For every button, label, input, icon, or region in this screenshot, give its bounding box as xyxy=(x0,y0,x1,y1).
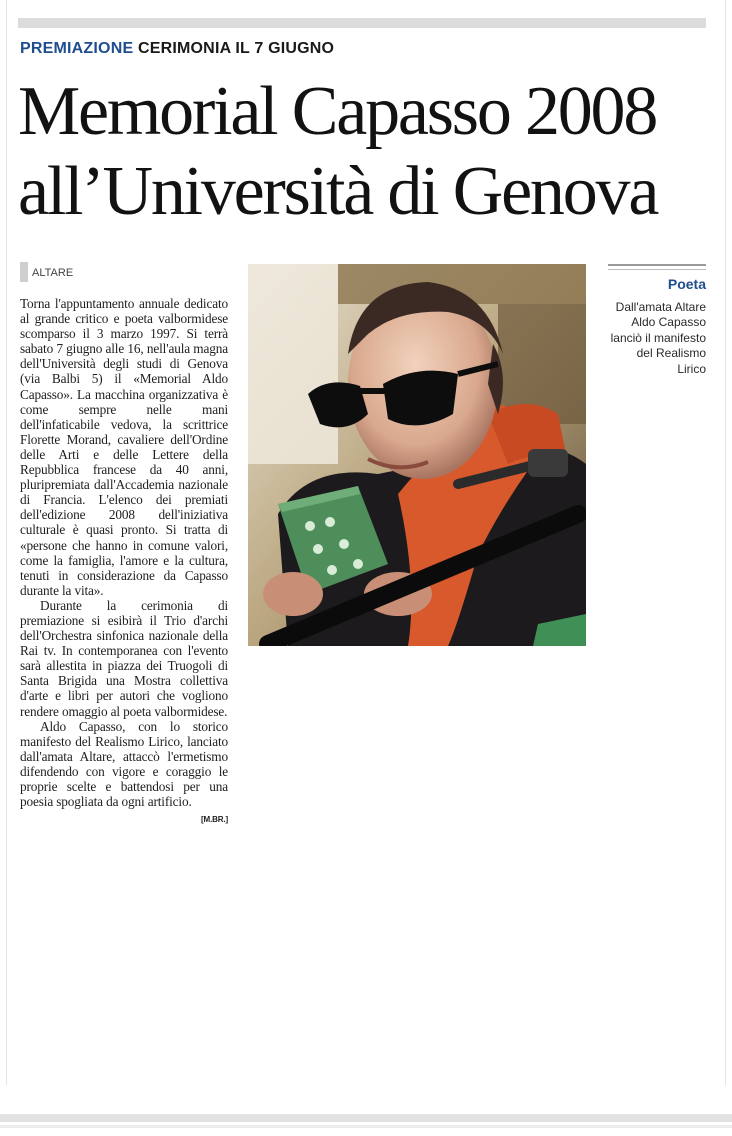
paragraph-1: Torna l'appuntamento annuale dedicato al grande critico e poeta valbormidese scomparso il 3 marzo 1997. Si terrà sabato 7 giugno alle 16, nell'aula magna dell'Università degli studi di Genova (via Balbi 5) il «Memorial Aldo Capasso». La macchina organizzativa è come sempre nelle mani dell'infaticabile vedova, la scrittrice Florette Morand, cavaliere dell'Ordine delle Arti e delle Lettere della Repubblica francese da 40 anni, pluripremiata dall'Accademia nazionale di Francia. L'elenco dei premiati dell'edizione 2008 dell'iniziativa culturale è quasi pronto. Si tratta di «persone che hanno in comune valori, come la famiglia, l'amore e la cultura, tenuti in considerazione da Capasso durante la vita». xyxy=(20,296,228,598)
portrait-illustration xyxy=(248,264,586,646)
caption-text: Dall'amata Altare Aldo Capasso lanciò il manifesto del Realismo Lirico xyxy=(610,300,706,376)
headline-line-1: Memorial Capasso 2008 xyxy=(18,73,657,150)
top-rule xyxy=(18,18,706,28)
paragraph-2: Durante la cerimonia di premiazione si esibirà il Trio d'archi dell'Orchestra sinfonica nazionale della Rai tv. In contemporanea con l'evento sarà allestita in piazza dei Truogoli di Santa Brigida una Mostra collettiva d'arte e libri per autori che vogliono rendere omaggio al poeta valbormidese. xyxy=(20,597,228,719)
kicker-category: PREMIAZIONE xyxy=(20,40,134,57)
dateline-text: ALTARE xyxy=(32,267,74,279)
caption-title: Poeta xyxy=(667,276,706,292)
paragraph-3 xyxy=(20,718,228,825)
sidebar-rule-top xyxy=(608,264,706,266)
bottom-rule-secondary xyxy=(0,1125,732,1128)
kicker-subtitle: CERIMONIA IL 7 GIUGNO xyxy=(137,40,335,57)
paragraph-3-text: Aldo Capasso, con lo storico manifesto del Realismo Lirico, lanciato dall'amata Altare, attaccò l'ermetismo difendendo con vigore e coraggio le proprie scelte e battendosi per una poesia spogliata da ogni artificio. xyxy=(20,718,228,810)
headline xyxy=(18,72,718,232)
author-signature: [M.BR.] xyxy=(201,815,228,825)
kicker xyxy=(20,40,334,62)
headline-line-2: all’Università di Genova xyxy=(18,153,658,230)
dateline-mark xyxy=(20,262,28,282)
bottom-rule xyxy=(0,1114,732,1122)
portrait-photo xyxy=(248,264,586,646)
dateline xyxy=(20,262,73,284)
sidebar-rule-bottom xyxy=(608,269,706,270)
article-body xyxy=(20,296,228,827)
